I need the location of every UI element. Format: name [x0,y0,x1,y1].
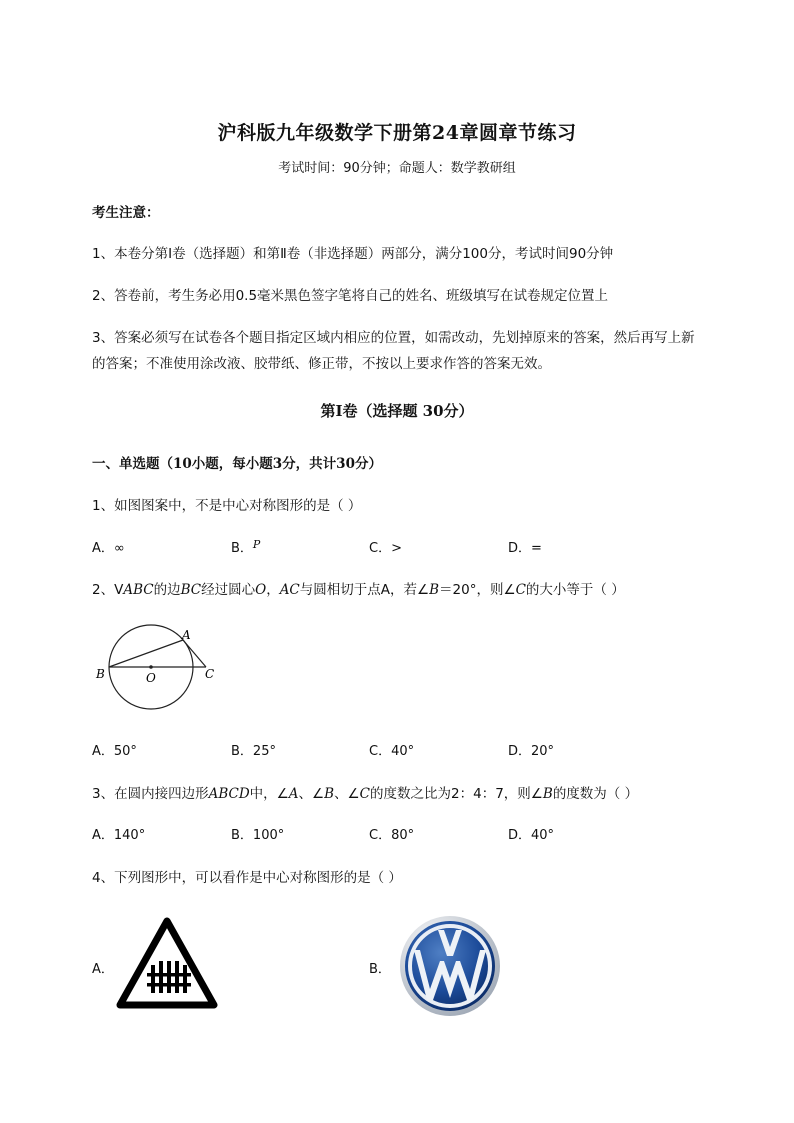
q2-angle-c: C [515,582,526,598]
question-1-option-b[interactable] [231,537,260,556]
question-1-option-a[interactable]: A．∞ [92,541,125,556]
question-3-option-d[interactable]: D．40° [508,828,555,843]
question-1-option-c[interactable]: C．> [369,541,402,556]
q2-triangle-symbol: V [114,582,124,598]
question-2-option-c[interactable]: C．40° [369,744,415,759]
fence-glyph [147,961,191,993]
notice-item-2: 2、答卷前，考生务必用0.5毫米黑色签字笔将自己的姓名、班级填写在试卷规定位置上 [92,288,609,304]
exam-subtitle: 考试时间：90分钟；命题人：数学教研组 [278,161,516,176]
page-title: 沪科版九年级数学下册第24章圆章节练习 [217,122,577,144]
q2-number: 2、 [92,582,115,598]
notice-item-3-continued: 的答案；不准使用涂改液、胶带纸、修正带，不按以上要求作答的答案无效。 [92,356,551,372]
question-2-option-a[interactable]: A．50° [92,744,137,759]
q3-angle-a: A [288,786,299,802]
figure-label-a: A [182,628,191,642]
option-b-label: B． [231,541,253,556]
notice-heading: 考生注意： [92,205,160,221]
figure-line-ac [183,640,206,667]
question-2-option-b[interactable]: B．25° [231,744,276,759]
q2-text: 的边 [153,582,181,598]
volkswagen-logo-icon[interactable] [397,914,503,1018]
figure-line-ba [109,640,183,667]
q2-text: 与圆相切于点A，若∠ [299,582,430,598]
q3-text: 、∠ [334,786,360,802]
q3-text: 、∠ [298,786,325,802]
question-4-option-b-label[interactable]: B． [369,962,391,977]
figure-label-o: O [146,671,156,685]
question-4-stem: 4、下列图形中，可以看作是中心对称图形的是（ ） [92,870,402,886]
q3-text: 的度数为（ ） [552,786,639,802]
question-2-stem [92,578,625,598]
notice-item-3: 3、答案必须写在试卷各个题目指定区域内相应的位置，如需改动，先划掉原来的答案，然后再写上新 [92,330,695,346]
figure-label-c: C [205,667,215,681]
q2-angle-b: B [429,582,440,598]
q3-text: 中，∠ [249,786,289,802]
q3-text: 的度数之比为2：4：7，则∠ [370,786,543,802]
question-1-option-d[interactable]: D．= [508,541,542,556]
q3-quad-name: ABCD [208,786,250,802]
q2-text: ， [266,582,280,598]
q2-text: 的大小等于（ ） [525,582,625,598]
notice-item-1: 1、本卷分第I卷（选择题）和第Ⅱ卷（非选择题）两部分，满分100分，考试时间90分钟 [92,246,614,262]
q2-center-o: O [255,582,267,598]
figure-center-dot [149,665,153,669]
question-2-option-d[interactable]: D．20° [508,744,555,759]
question-3-option-b[interactable]: B．100° [231,828,285,843]
question-1-stem: 1、如图图案中，不是中心对称图形的是（ ） [92,498,362,514]
question-3-option-a[interactable]: A．140° [92,828,146,843]
part-heading: 一、单选题（10小题，每小题3分，共计30分） [92,456,382,472]
q3-angle-b: B [324,786,335,802]
section-title: 第I卷（选择题 30分） [320,402,474,420]
question-3-option-c[interactable]: C．80° [369,828,415,843]
q2-triangle-name: ABC [123,582,154,598]
q3-angle-c: C [359,786,371,802]
q3-angle-b-2: B [542,786,553,802]
q2-text: 经过圆心 [201,582,256,598]
figure-label-b: B [96,667,105,681]
q2-side-ac: AC [279,582,300,598]
railway-crossing-warning-sign-icon[interactable] [114,915,220,1013]
option-b-glyph: P [252,538,261,551]
question-3-stem [92,782,638,802]
circle-tangent-figure [90,620,230,710]
q3-text: 3、在圆内接四边形 [92,786,209,802]
question-4-option-a-label[interactable]: A． [92,962,114,977]
q2-text: ＝20°，则∠ [439,582,516,598]
q2-side-bc: BC [180,582,202,598]
